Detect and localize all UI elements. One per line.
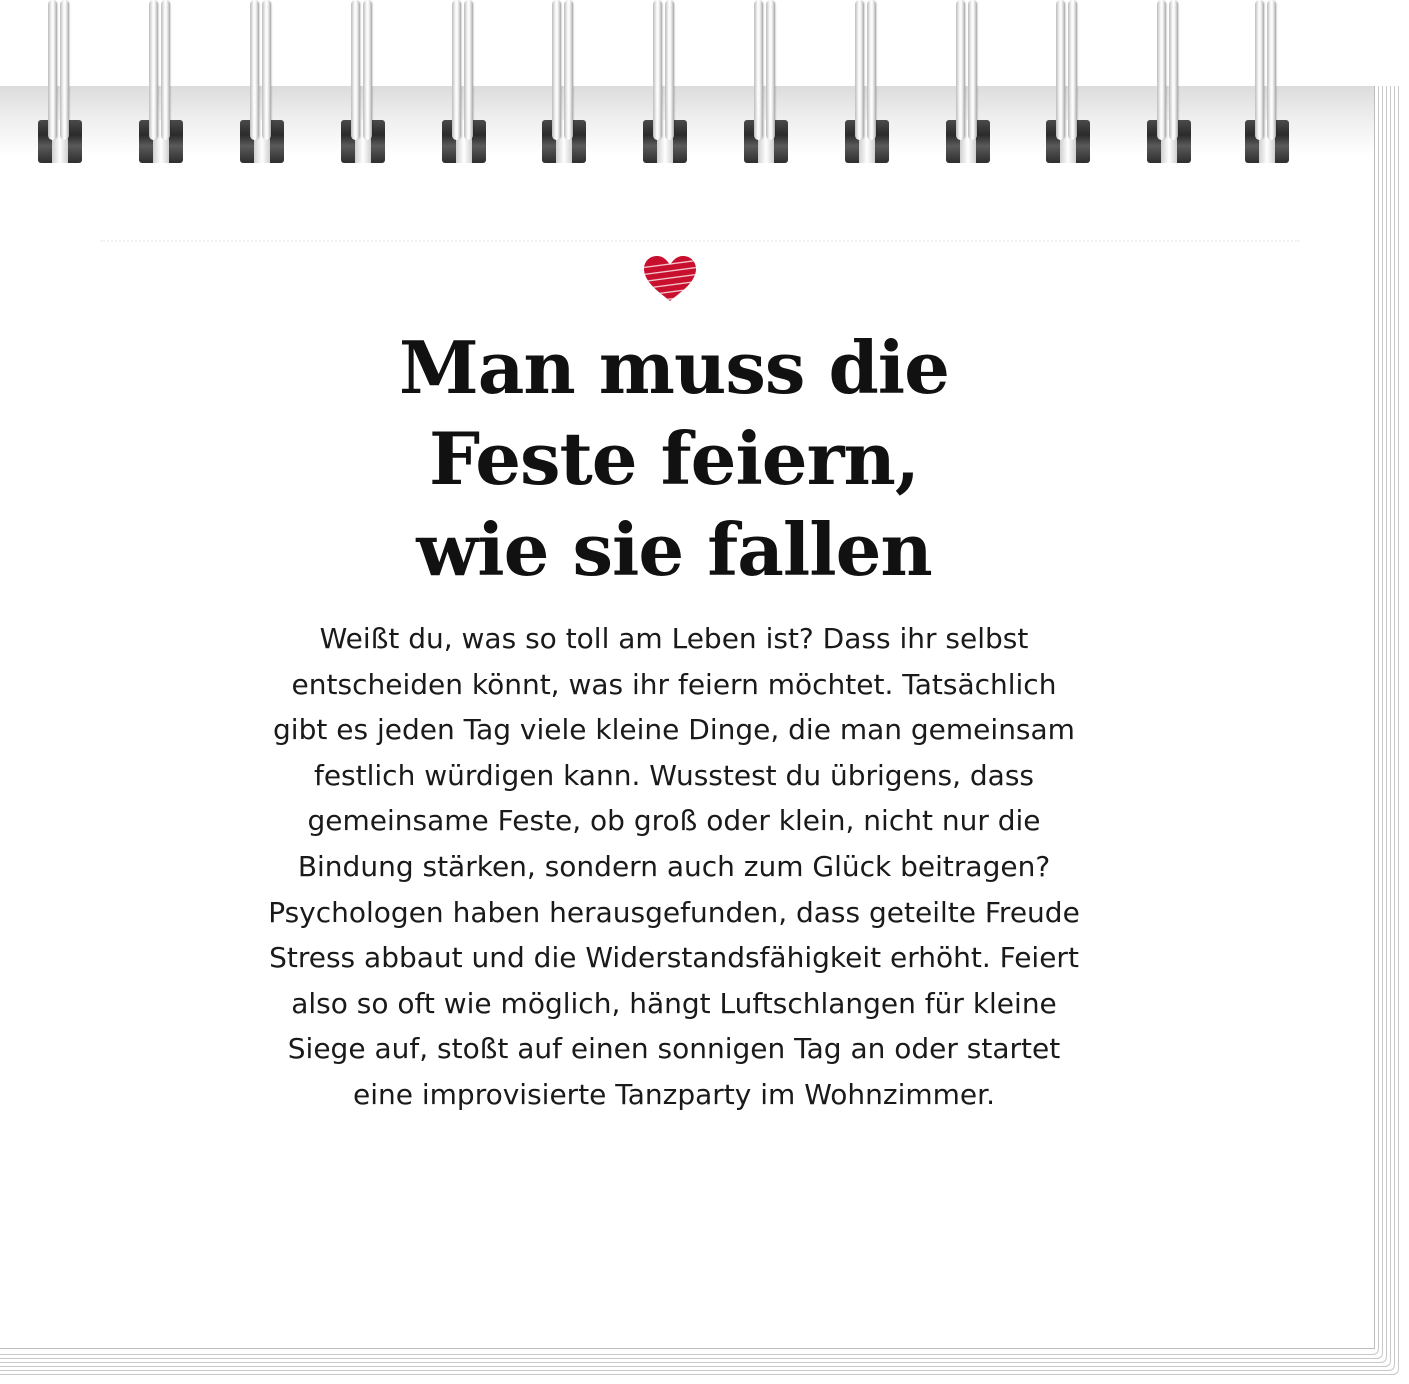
body-line: eine improvisierte Tanzparty im Wohnzimmer. [353,1077,995,1111]
binding-ring [946,0,992,165]
binding-ring [1245,0,1291,165]
binding-ring [1147,0,1193,165]
body-line: Stress abbaut und die Widerstandsfähigkeit erhöht. Feiert [269,941,1079,975]
binding-ring [643,0,689,165]
binding-ring [744,0,790,165]
body-line: Siege auf, stoßt auf einen sonnigen Tag an oder startet [287,1032,1061,1066]
body-line: entscheiden könnt, was ihr feiern möchtet. Tatsächlich [291,667,1057,701]
body-line: gemeinsame Feste, ob groß oder klein, nicht nur die [307,804,1041,838]
binding-ring [341,0,387,165]
binding-ring [38,0,84,165]
title-line: wie sie fallen [416,507,932,592]
body-line: also so oft wie möglich, hängt Luftschlangen für kleine [291,986,1057,1020]
binding-ring [442,0,488,165]
binding-ring [542,0,588,165]
binding-ring [240,0,286,165]
body-paragraph [190,616,1158,1118]
binding-ring [1046,0,1092,165]
heart-icon [640,254,700,304]
title-line: Man muss die [399,325,949,410]
body-line: festlich würdigen kann. Wusstest du übrigens, dass [313,758,1035,792]
page-perforation [100,240,1300,242]
body-line: Bindung stärken, sondern auch zum Glück beitragen? [297,849,1051,883]
body-line: Weißt du, was so toll am Leben ist? Dass ihr selbst [319,622,1029,655]
binding-ring [139,0,185,165]
title-line: Feste feiern, [429,416,919,501]
spiral-binding [0,0,1409,170]
page-title [300,322,1048,595]
body-line: gibt es jeden Tag viele kleine Dinge, die man gemeinsam [273,713,1075,747]
binding-ring [845,0,891,165]
body-line: Psychologen haben herausgefunden, dass geteilte Freude [268,895,1080,929]
